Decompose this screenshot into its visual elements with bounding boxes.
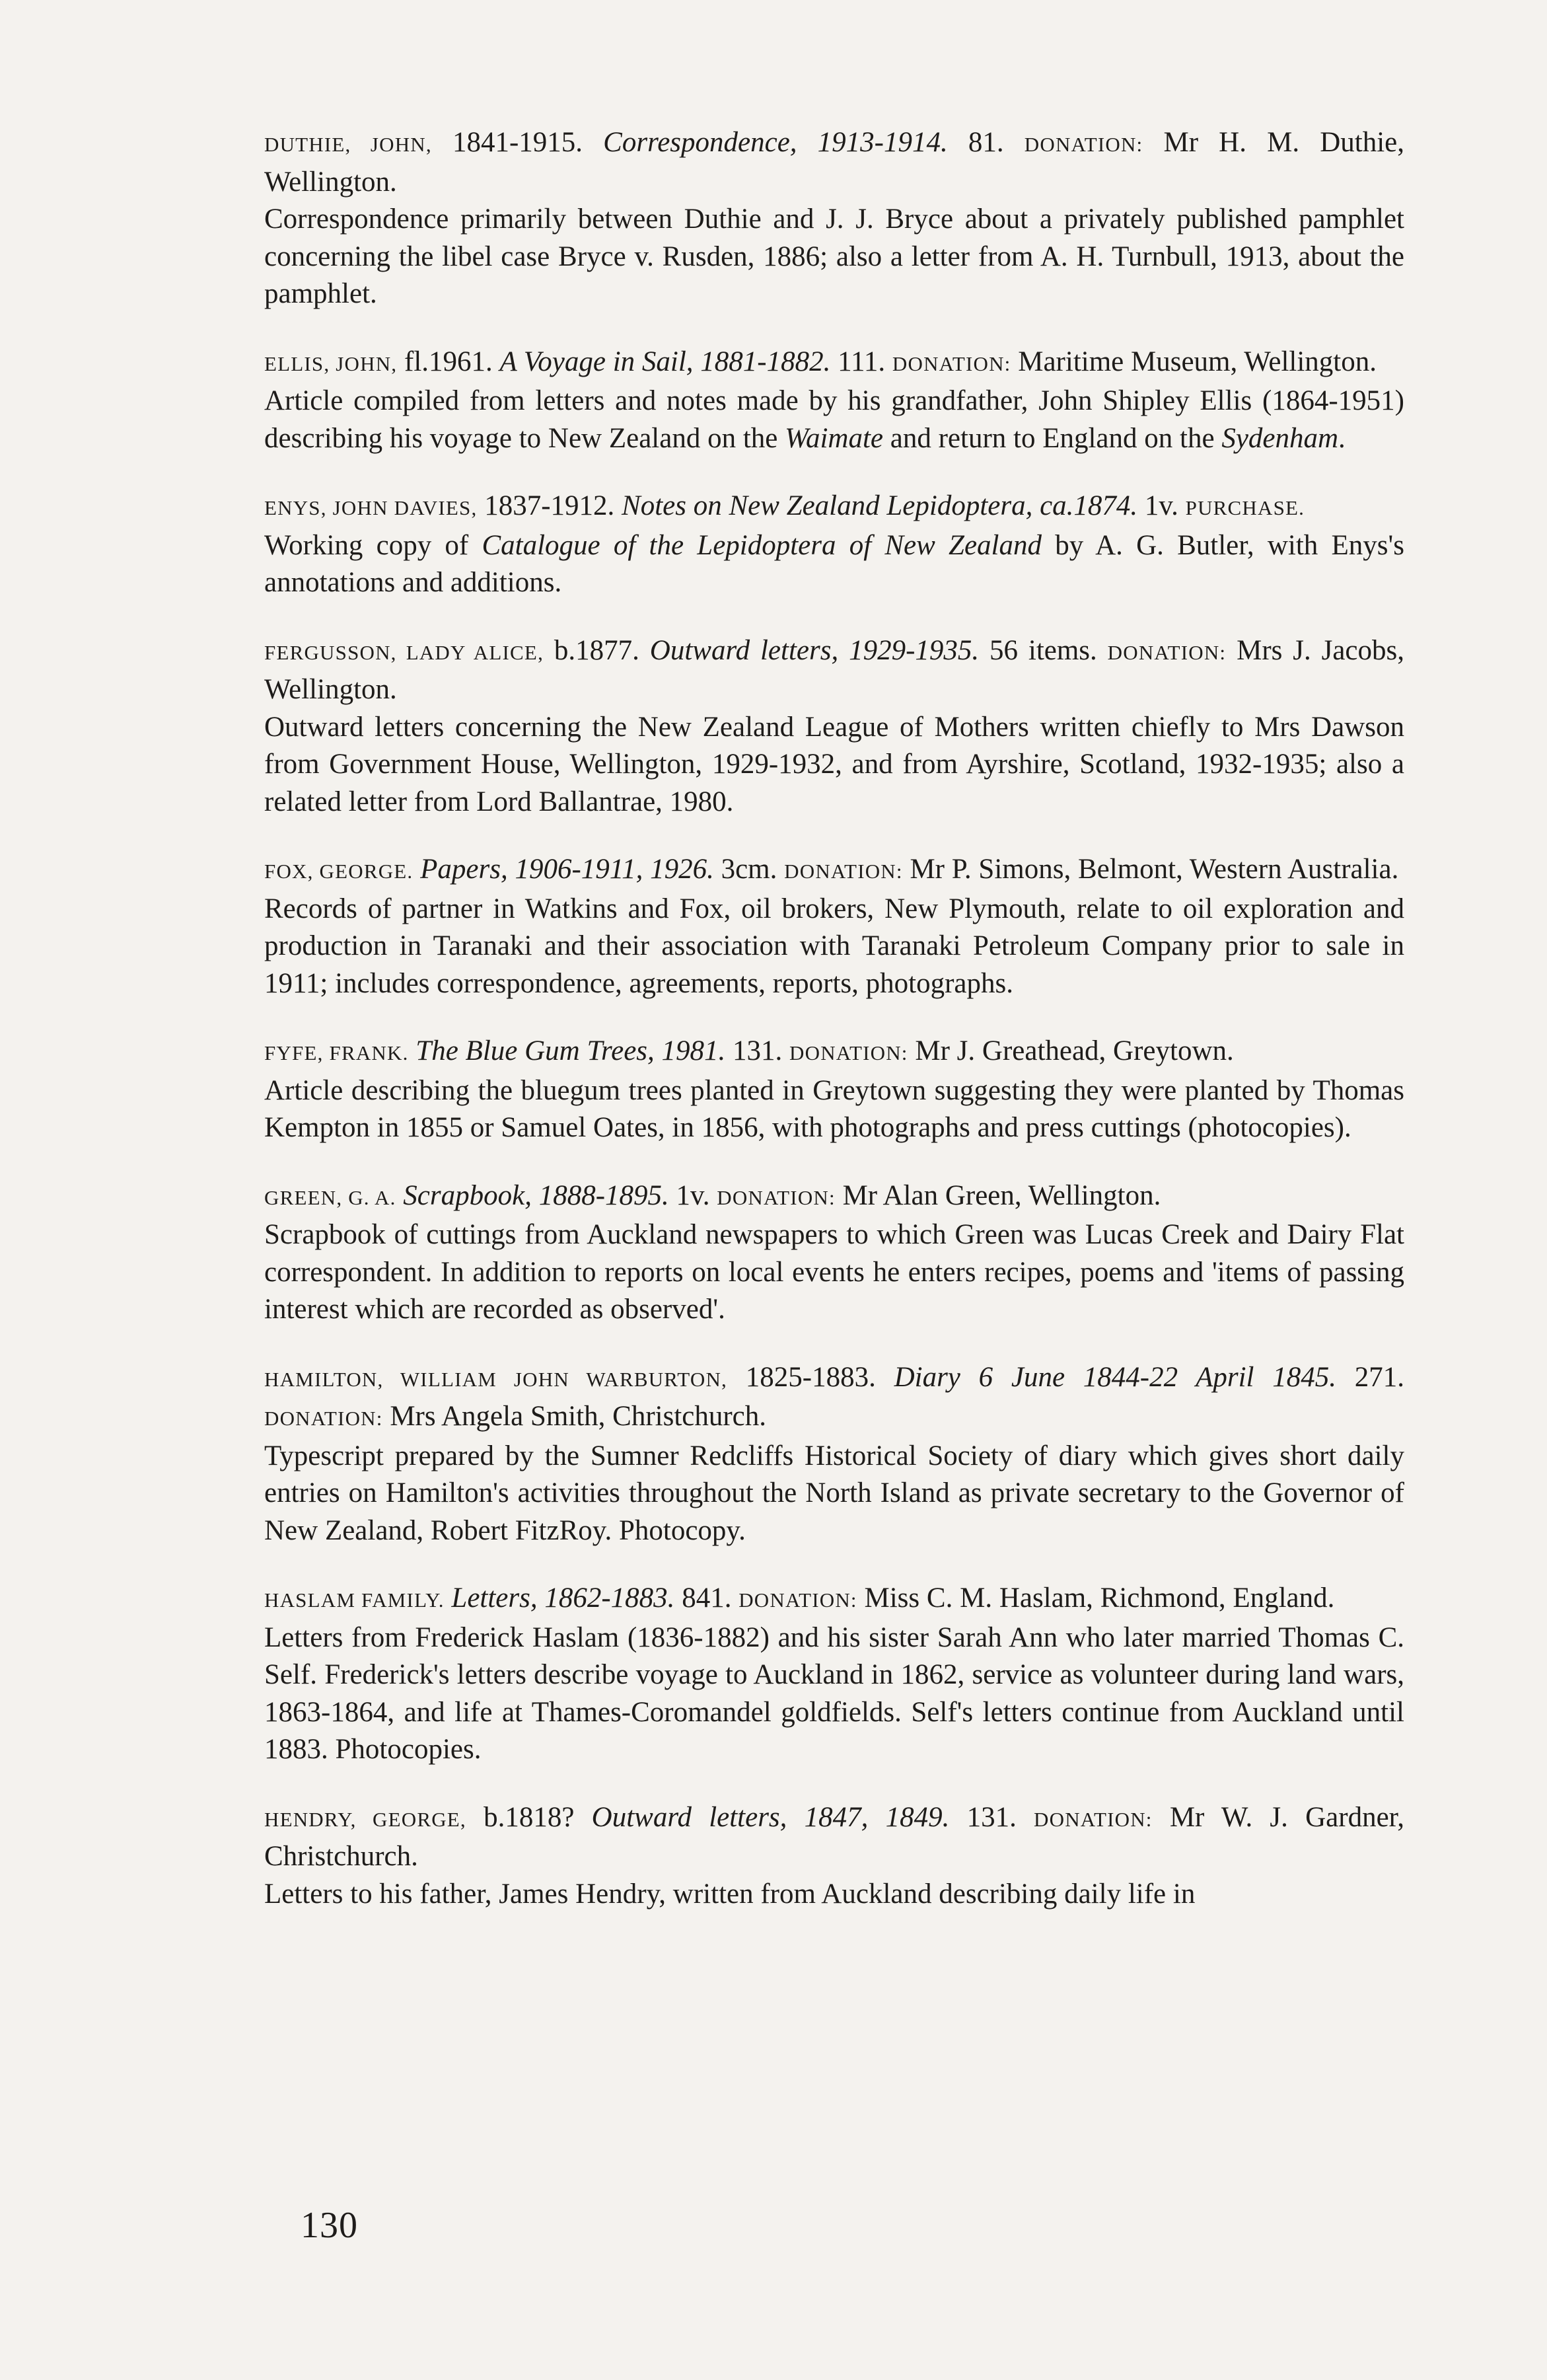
entry-title: A Voyage in Sail, 1881-1882. [499, 346, 831, 377]
entry-heading [264, 1580, 1404, 1619]
entry-extent: 3cm. [713, 854, 785, 885]
entry-description: Scrapbook of cuttings from Auckland newspapers to which Green was Lucas Creek and Dairy Flat correspondent. In addition to reports on local events he enters recipes, poems and 'items of passing interest which are recorded as observed'. [264, 1219, 1404, 1325]
donation-label: DONATION: [264, 1407, 383, 1430]
entry-name: HASLAM FAMILY. [264, 1588, 445, 1612]
entry-title: The Blue Gum Trees, 1981. [415, 1035, 726, 1066]
entry-heading [264, 1177, 1404, 1217]
entry-heading [264, 124, 1404, 201]
donation-label: DONATION: [738, 1588, 857, 1612]
entry-description [264, 383, 1404, 457]
description-text: . [1338, 422, 1346, 454]
donation-label: DONATION: [717, 1185, 836, 1209]
entry-extent: 271. [1336, 1361, 1404, 1393]
entry-title: Scrapbook, 1888-1895. [403, 1179, 669, 1211]
entry-source: Mrs J. Jacobs, Wellington. [264, 634, 1405, 705]
entry-source: Mr J. Greathead, Greytown. [908, 1035, 1234, 1066]
entry-title: Letters, 1862-1883. [451, 1582, 675, 1614]
entry-source: Mr P. Simons, Belmont, Western Australia. [902, 854, 1399, 885]
entry-name: FYFE, FRANK. [264, 1041, 409, 1064]
entry-extent: 841. [674, 1582, 739, 1614]
donation-label: DONATION: [892, 352, 1011, 375]
entry-extent: 131. [949, 1801, 1034, 1833]
entry-name: ELLIS, JOHN, [264, 352, 398, 375]
description-text: by A. G. Butler, with Enys's annotations and additions. [264, 529, 1404, 598]
entry-description: Outward letters concerning the New Zealand League of Mothers written chiefly to Mrs Dawson from Government House, Wellington, 1929-1932, and from Ayrshire, Scotland, 1932-1935; also a related letter from Lord Ballantrae, 1980. [264, 711, 1404, 817]
donation-label: DONATION: [1107, 640, 1227, 664]
entry-description: Letters to his father, James Hendry, written from Auckland describing daily life in [264, 1878, 1196, 1910]
donation-label: DONATION: [1024, 133, 1143, 156]
catalogue-page [264, 124, 1404, 1943]
page-number: 130 [301, 2205, 358, 2246]
entry-description [264, 527, 1404, 602]
entry-heading [264, 344, 1404, 383]
entry-title: Diary 6 June 1844-22 April 1845. [894, 1361, 1336, 1393]
entry-heading [264, 632, 1404, 709]
entry-source: Miss C. M. Haslam, Richmond, England. [857, 1582, 1335, 1614]
entry-title: Notes on New Zealand Lepidoptera, ca.1874. [622, 490, 1138, 521]
entry-source: Mrs Angela Smith, Christchurch. [382, 1401, 767, 1432]
entry-description: Article describing the bluegum trees planted in Greytown suggesting they were planted by Thomas Kempton in 1855 or Samuel Oates, in 1856, with photographs and press cuttings (photocopies). [264, 1074, 1404, 1143]
entry-heading [264, 1033, 1404, 1072]
book-title: Catalogue of the Lepidoptera of New Zealand [482, 529, 1042, 561]
entry-extent: 56 items. [979, 634, 1108, 666]
entry-description: Typescript prepared by the Sumner Redcliffs Historical Society of diary which gives short daily entries on Hamilton's activities throughout the North Island as private secretary to the Governor of New Zealand, Robert FitzRoy. Photocopy. [264, 1440, 1404, 1546]
entry-name: FERGUSSON, LADY ALICE, [264, 640, 544, 664]
entry-heading [264, 1799, 1404, 1876]
entry-extent: 131. [725, 1035, 790, 1066]
description-text: Article compiled from letters and notes made by his grandfather, John Shipley Ellis (1864-1951) describing his voyage to New Zealand on the [264, 385, 1404, 454]
entry-dates: b.1818? [466, 1801, 592, 1833]
entry-heading [264, 851, 1404, 891]
entry-title: Papers, 1906-1911, 1926. [420, 854, 714, 885]
entry-description: Records of partner in Watkins and Fox, oil brokers, New Plymouth, relate to oil exploration and production in Taranaki and their association with Taranaki Petroleum Company prior to sale in 1911; includes correspondence, agreements, reports, photographs. [264, 893, 1404, 999]
donation-label: DONATION: [789, 1041, 908, 1064]
donation-label: DONATION: [1034, 1807, 1153, 1831]
entry-title: Outward letters, 1847, 1849. [591, 1801, 950, 1833]
entry-extent: 111. [830, 346, 892, 377]
entry-description: Correspondence primarily between Duthie and J. J. Bryce about a privately published pamphlet concerning the libel case Bryce v. Rusden, 1886; also a letter from A. H. Turnbull, 1913, about the pamphlet. [264, 204, 1404, 309]
catalogue-entry-fyfe [264, 1033, 1404, 1147]
entry-extent: 1v. [668, 1179, 717, 1211]
catalogue-entry-hamilton [264, 1359, 1404, 1550]
entry-dates [445, 1582, 452, 1614]
catalogue-entry-green [264, 1177, 1404, 1329]
entry-name: ENYS, JOHN DAVIES, [264, 496, 478, 519]
entry-name: HENDRY, GEORGE, [264, 1807, 466, 1831]
donation-label: DONATION: [784, 860, 903, 883]
catalogue-entry-haslam [264, 1580, 1404, 1769]
entry-heading [264, 488, 1404, 527]
description-text: and return to England on the [883, 422, 1222, 454]
entry-dates: fl.1961. [397, 346, 500, 377]
entry-heading [264, 1359, 1404, 1438]
entry-dates [413, 854, 420, 885]
entry-name: GREEN, G. A. [264, 1185, 396, 1209]
ship-name: Waimate [785, 422, 884, 454]
entry-dates: 1837-1912. [477, 490, 622, 521]
entry-dates: 1825-1883. [727, 1361, 894, 1393]
purchase-label: PURCHASE. [1185, 496, 1305, 519]
entry-source: Mr W. J. Gardner, Christchurch. [264, 1801, 1405, 1872]
entry-name: HAMILTON, WILLIAM JOHN WARBURTON, [264, 1367, 727, 1391]
entry-name: FOX, GEORGE. [264, 860, 414, 883]
entry-dates: b.1877. [544, 634, 650, 666]
catalogue-entry-fergusson [264, 632, 1404, 821]
catalogue-entry-fox [264, 851, 1404, 1002]
entry-source: Mr H. M. Duthie, Wellington. [264, 127, 1405, 198]
entry-dates [409, 1035, 416, 1066]
catalogue-entry-duthie [264, 124, 1404, 313]
entry-title: Outward letters, 1929-1935. [649, 634, 980, 666]
entry-extent: 81. [947, 127, 1025, 158]
catalogue-entry-ellis [264, 344, 1404, 458]
entry-name: DUTHIE, JOHN, [264, 133, 432, 156]
entry-dates [396, 1180, 404, 1211]
entry-extent: 1v. [1137, 490, 1186, 521]
ship-name: Sydenham [1221, 422, 1339, 454]
entry-source: Maritime Museum, Wellington. [1011, 346, 1377, 377]
catalogue-entry-enys [264, 488, 1404, 602]
entry-description: Letters from Frederick Haslam (1836-1882) and his sister Sarah Ann who later married Thomas C. Self. Frederick's letters describe voyage to Auckland in 1862, service as volunteer during land wars, 1863-1864, and life at Thames-Coromandel goldfields. Self's letters continue from Auckland until 1883. Photocopies. [264, 1621, 1404, 1765]
description-text: Working copy of [264, 529, 482, 561]
entry-source: Mr Alan Green, Wellington. [835, 1179, 1161, 1211]
catalogue-entry-hendry [264, 1799, 1404, 1914]
entry-dates: 1841-1915. [431, 127, 604, 158]
entry-title: Correspondence, 1913-1914. [603, 127, 948, 158]
